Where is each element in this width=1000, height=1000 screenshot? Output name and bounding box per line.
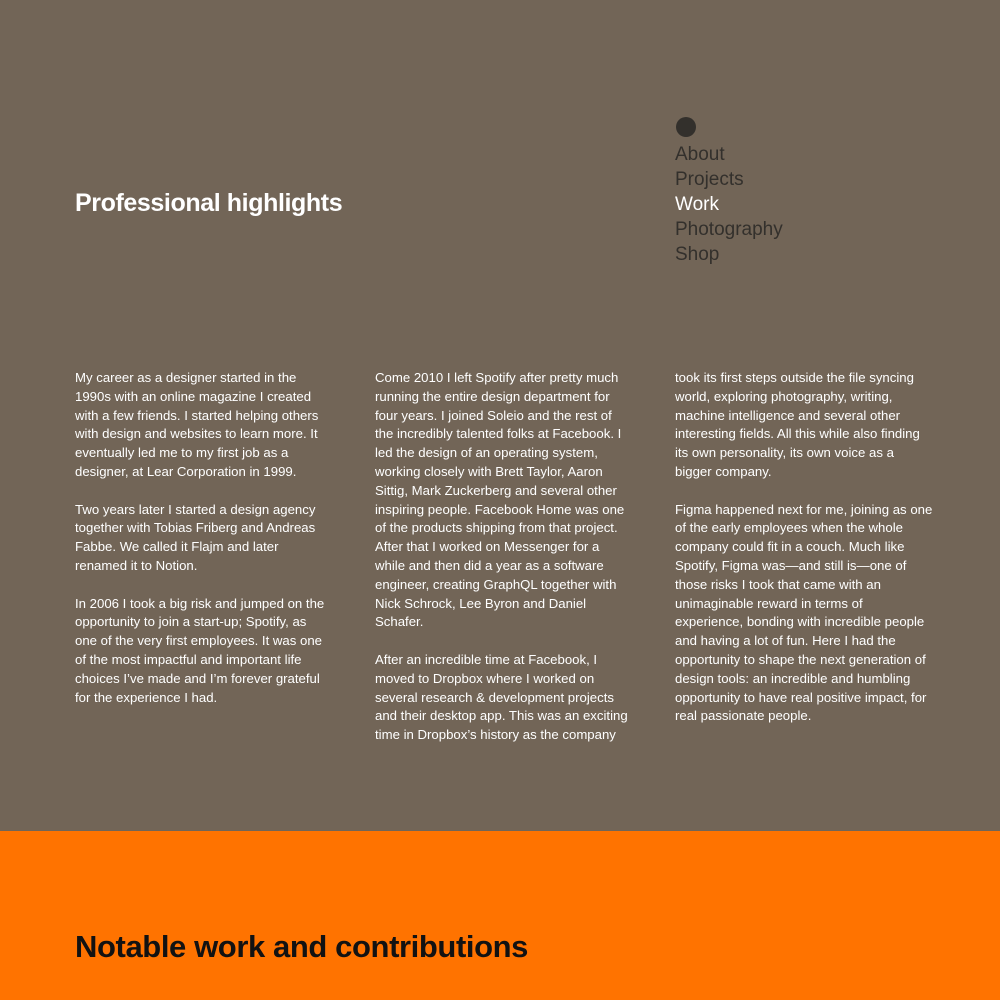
section-title: Professional highlights xyxy=(75,189,343,217)
nav-item-shop[interactable]: Shop xyxy=(675,244,720,265)
paragraph: After an incredible time at Facebook, I moved to Dropbox where I worked on several research & development projects and their desktop app. This was an exciting time in Dropbox’s history as the company xyxy=(375,651,628,743)
paragraph: Two years later I started a design agency together with Tobias Friberg and Andreas Fabbe. We called it Flajm and later renamed it to Notion. xyxy=(75,501,316,573)
paragraph: In 2006 I took a big risk and jumped on the opportunity to join a start-up; Spotify, as one of the very first employees. It was one of the most impactful and important life choices I’ve made and I’m forever grateful for the experience I had. xyxy=(75,595,325,705)
notable-work-title: Notable work and contributions xyxy=(75,929,529,964)
paragraph: My career as a designer started in the 1990s with an online magazine I created with a few friends. I started helping others with design and websites to learn more. It eventually led me to my first job as a designer, at Lear Corporation in 1999. xyxy=(75,370,319,479)
notable-work-section xyxy=(0,831,1000,1000)
text-column-1 xyxy=(75,369,330,726)
nav-item-about[interactable]: About xyxy=(675,144,725,165)
nav-item-projects[interactable]: Projects xyxy=(675,169,744,190)
home-dot-icon[interactable] xyxy=(676,117,696,137)
paragraph: took its first steps outside the file syncing world, exploring photography, writing, machine intelligence and several other interesting fields. All this while also finding its own personality, its own voice as a bigger company. xyxy=(675,370,920,479)
main-nav xyxy=(675,117,925,267)
text-column-3 xyxy=(675,369,933,745)
paragraph: Come 2010 I left Spotify after pretty much running the entire design department for four years. I joined Soleio and the rest of the incredibly talented folks at Facebook. I led the design of an operating system, working closely with Brett Taylor, Aaron Sittig, Mark Zuckerberg and several other inspiring people. Facebook Home was one of the products shipping from that project. After that I worked on Messenger for a while and then did a year as a software engineer, creating GraphQL together with Nick Schrock, Lee Byron and Daniel Schafer. xyxy=(375,370,625,630)
nav-item-work[interactable]: Work xyxy=(675,194,719,215)
text-column-2 xyxy=(375,369,630,764)
paragraph: Figma happened next for me, joining as one of the early employees when the whole company could fit in a couch. Much like Spotify, Figma was—and still is—one of those risks I took that came with an unimaginable reward in terms of experience, bonding with incredible people and having a lot of fun. Here I had the opportunity to shape the next generation of design tools: an incredible and humbling opportunity to have real positive impact, for real passionate people. xyxy=(675,501,933,724)
nav-item-photography[interactable]: Photography xyxy=(675,219,783,240)
